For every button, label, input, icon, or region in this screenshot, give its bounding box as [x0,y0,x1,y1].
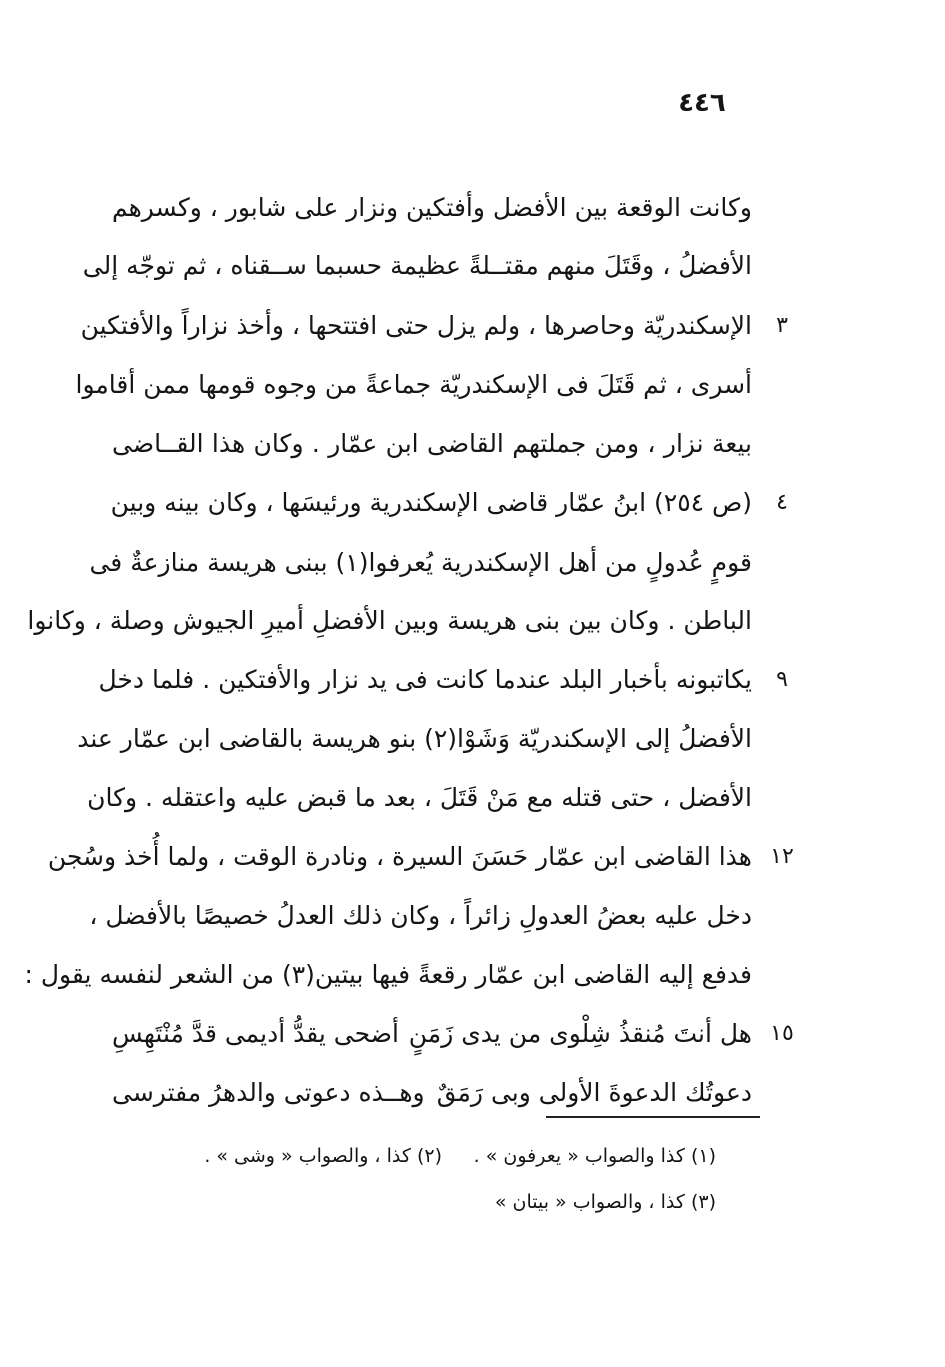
text-line: قومٍ عُدولٍ من أهل الإسكندرية يُعرفوا(١) ببنى هريسة منازعةٌ فى [89,548,752,577]
text-line: الإسكندريّة وحاصرها ، ولم يزل حتى افتتحها ، وأخذ نزاراً والأفتكين [80,311,752,340]
verse-first-hemistich: هل أنتَ مُنقذُ شِلْوى من يدى زَمَنٍ [408,1019,752,1048]
verse-first-hemistich: دعوتُك الدعوةَ الأولى وبى رَمَقٌ [436,1078,752,1107]
footnote-separator [546,1116,760,1118]
line-number-marker: ٩ [776,667,788,692]
text-line: الأفضلُ ، وقَتَلَ منهم مقتــلةً عظيمة حسبما ســقناه ، ثم توجّه إلى [82,251,752,280]
footnote: (٣) كذا ، والصواب « بيتان » [494,1191,716,1213]
text-line: دخل عليه بعضُ العدولِ زائراً ، وكان ذلك العدلُ خصيصًا بالأفضل ، [89,901,752,930]
text-line: الأفضل ، حتى قتله مع مَنْ قَتَلَ ، بعد ما قبض عليه واعتقله . وكان [87,783,752,812]
footnote: (٢) كذا ، والصواب « وشى » . [204,1145,442,1167]
page-number: ٤٤٦ [678,88,726,118]
line-number-marker: ٣ [776,313,788,338]
text-line: يكاتبونه بأخبار البلد عندما كانت فى يد نزار والأفتكين . فلما دخل [98,665,752,694]
text-line: (ص ٢٥٤) ابنُ عمّار قاضى الإسكندرية ورئيسَها ، وكان بينه وبين [110,488,752,517]
text-line: فدفع إليه القاضى ابن عمّار رقعةً فيها بيتين(٣) من الشعر لنفسه يقول : [24,960,752,989]
text-line: وكانت الوقعة بين الأفضل وأفتكين ونزار على شابور ، وكسرهم [111,193,752,222]
line-number-marker: ١٥ [770,1021,794,1046]
line-number-marker: ١٢ [770,844,794,869]
text-line: بيعة نزار ، ومن جملتهم القاضى ابن عمّار . وكان هذا القــاضى [112,429,752,458]
verse-second-hemistich: وهــذه دعوتى والدهرُ مفترسى [112,1078,425,1107]
text-line: الأفضلُ إلى الإسكندريّة وَشَوْا(٢) بنو هريسة بالقاضى ابن عمّار عند [77,724,752,753]
text-line: هذا القاضى ابن عمّار حَسَنَ السيرة ، ونادرة الوقت ، ولما أُخذ وسُجن [47,842,752,871]
line-number-marker: ٤ [776,490,788,515]
footnote: (١) كذا والصواب « يعرفون » . [473,1145,716,1167]
verse-second-hemistich: أضحى يقدُّ أديمى قدَّ مُنْتَهِسِ [112,1019,399,1048]
text-line: الباطن . وكان بين بنى هريسة وبين الأفضلِ أميرِ الجيوش وصلة ، وكانوا [27,606,752,635]
text-line: أسرى ، ثم قَتَلَ فى الإسكندريّة جماعةً من وجوه قومها ممن أقاموا [75,370,752,399]
